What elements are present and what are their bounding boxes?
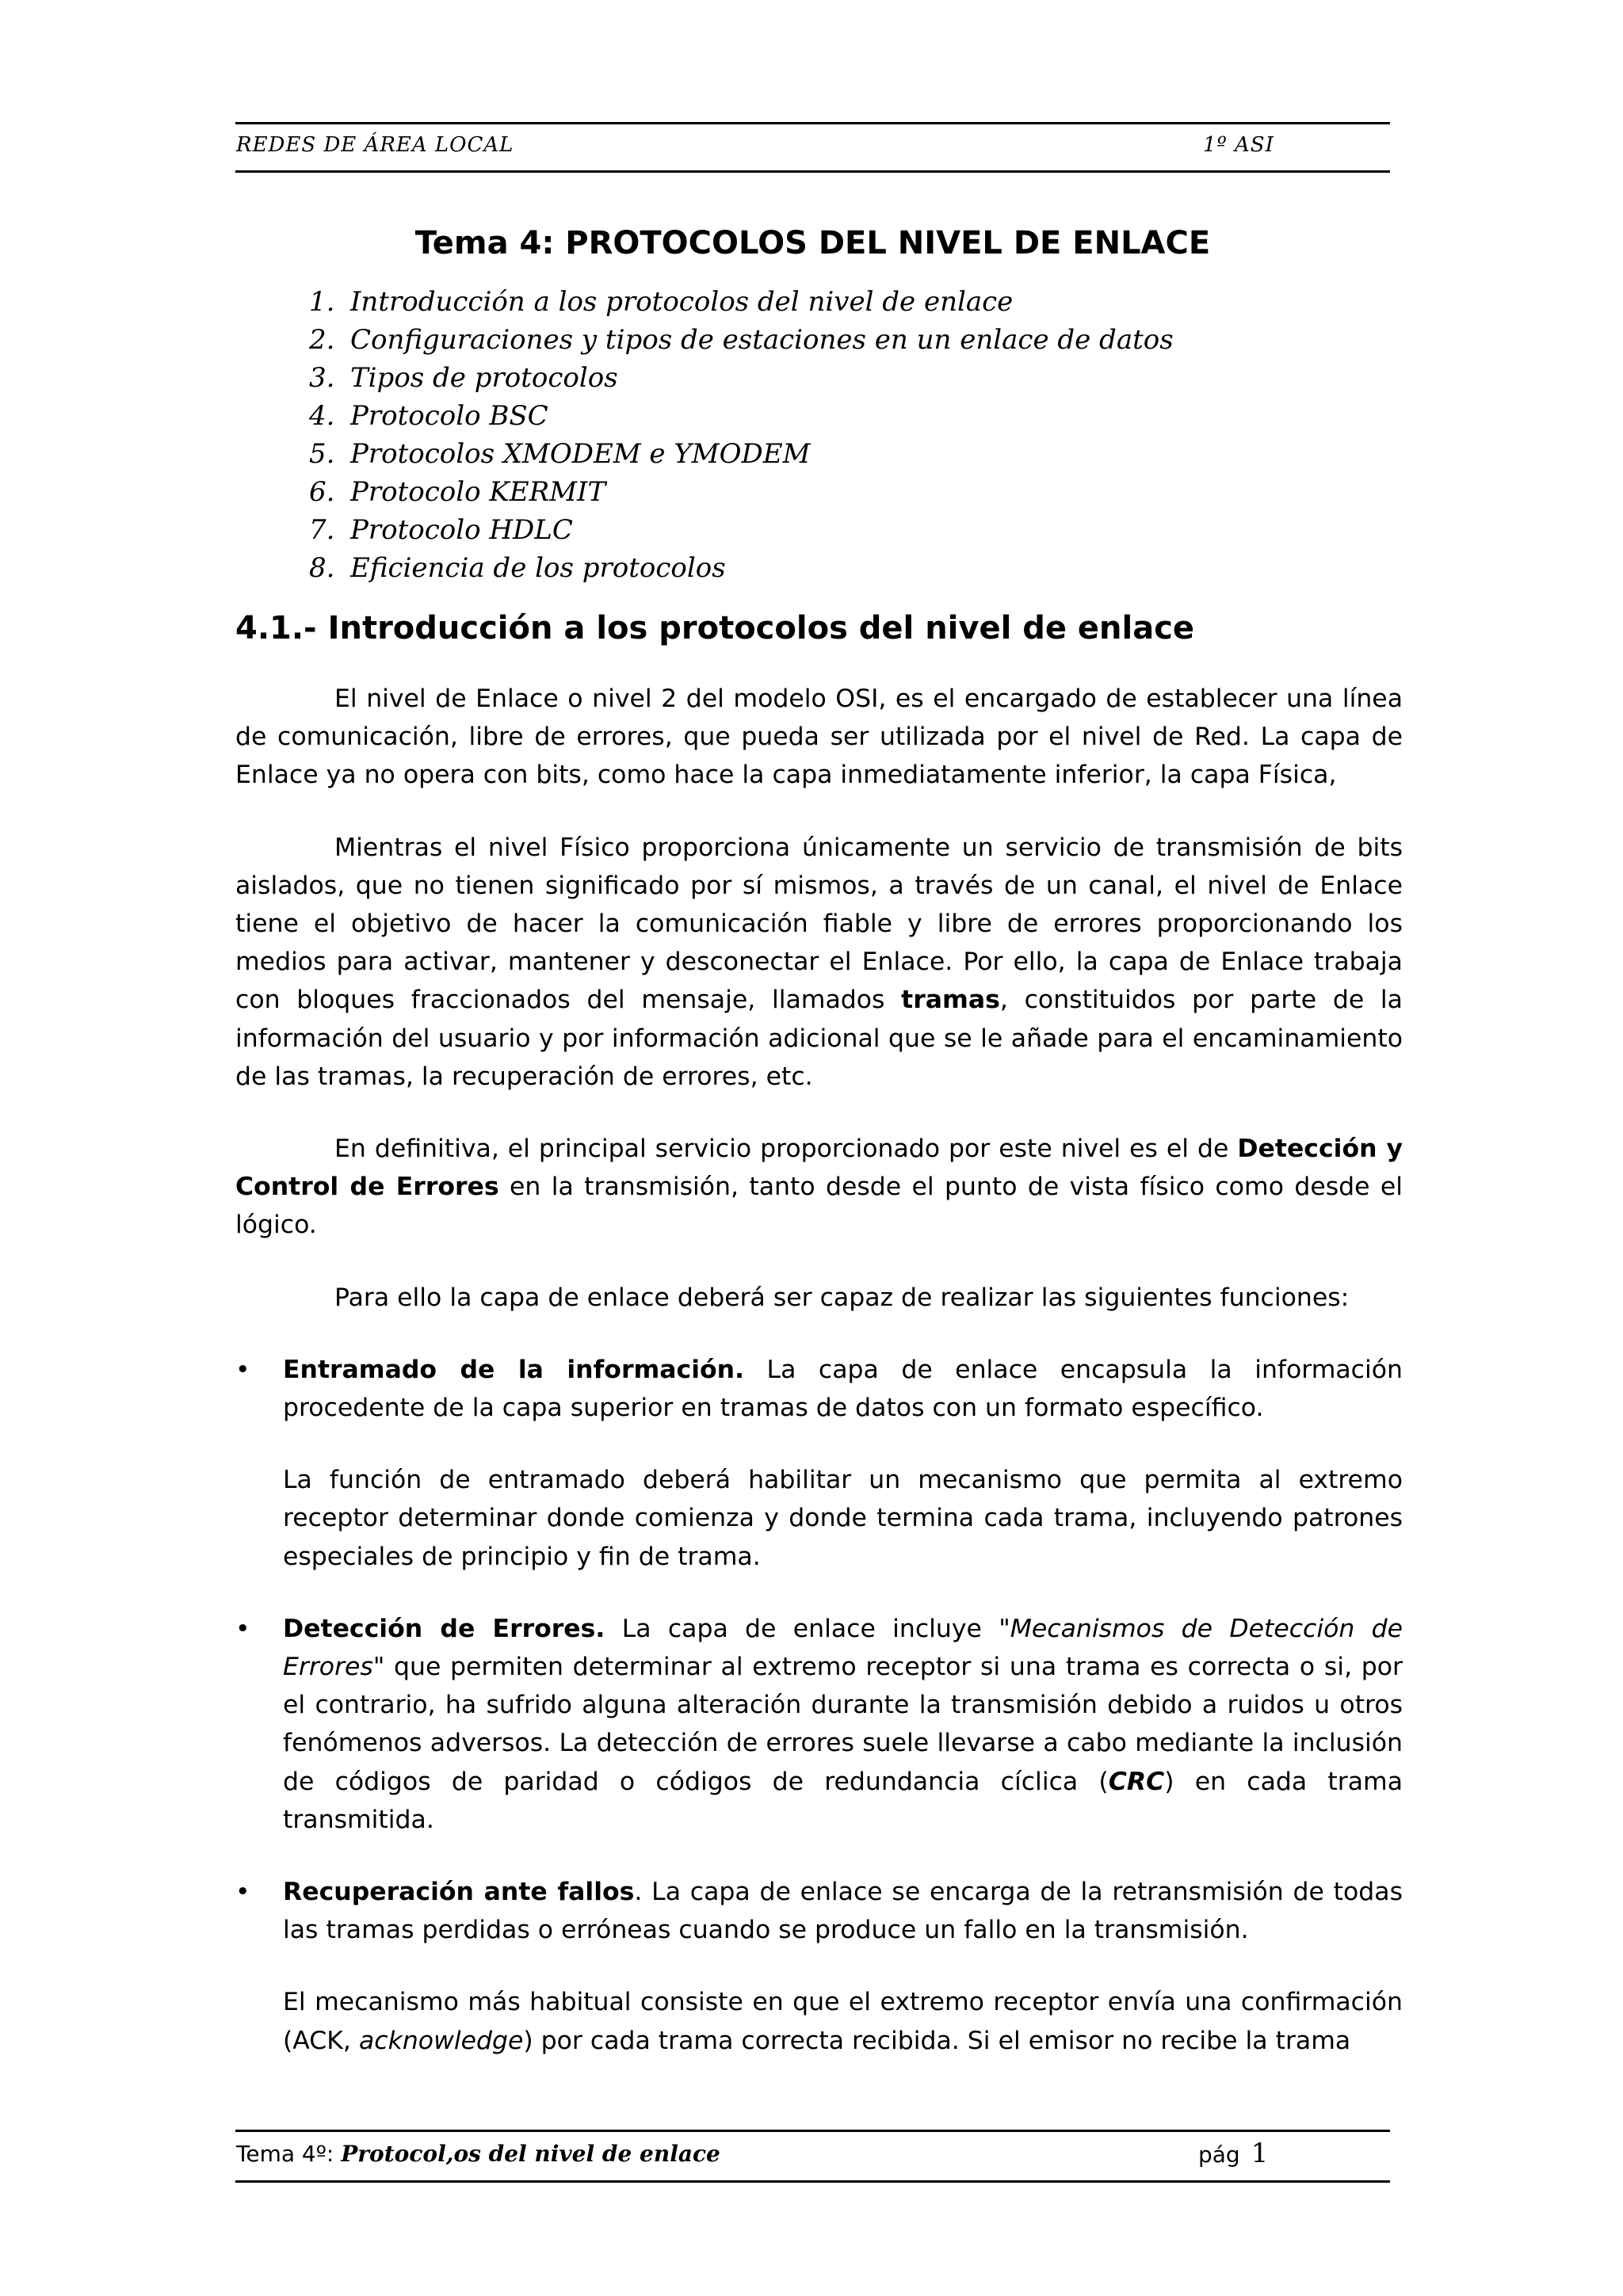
paragraph-main-service: En definitiva, el principal servicio proporcionado por este nivel es el de Detección y Control de Errores en la transmisión, tanto desde el punto de vista físico como desde el lógico. xyxy=(235,1135,1403,1240)
footer-top-rule xyxy=(235,2130,1390,2132)
bullet-icon: • xyxy=(235,1355,250,1384)
list-item-framing: • Entramado de la información. La capa de enlace encapsula la información procedente de la capa superior en tramas de datos con un formato específico. xyxy=(235,1351,1403,1427)
paragraph-ack-mechanism: El mecanismo más habitual consiste en que el extremo receptor envía una confirmación (ACK, acknowledge) por cada trama correcta recibida. Si el emisor no recibe la trama xyxy=(283,1988,1403,2055)
footer-chapter: Tema 4º: Protocol,os del nivel de enlace xyxy=(236,2141,720,2167)
bullet-icon: • xyxy=(235,1614,250,1643)
header-bottom-rule xyxy=(235,170,1390,173)
toc-item: 6. Protocolo KERMIT xyxy=(309,476,606,508)
toc-item: 7. Protocolo HDLC xyxy=(309,514,573,546)
toc-item: 4. Protocolo BSC xyxy=(309,400,548,432)
list-item-error-detection: • Detección de Errores. La capa de enlace incluye "Mecanismos de Detección de Errores" que permiten determinar al extremo receptor si una trama es correcta o si, por el contrario, ha sufrido alguna alteración durante la transmisión debido a ruidos u otros fenómenos adversos. La detección de errores suele llevarse a cabo mediante la inclusión de códigos de paridad o códigos de redundancia cíclica (CRC) en cada trama transmitida. xyxy=(235,1610,1403,1839)
toc-item: 5. Protocolos XMODEM e YMODEM xyxy=(309,438,811,470)
toc-item: 8. Eficiencia de los protocolos xyxy=(309,552,726,584)
toc-item: 3. Tipos de protocolos xyxy=(309,362,618,394)
section-heading: 4.1.- Introducción a los protocolos del nivel de enlace xyxy=(235,610,1195,646)
page-title: Tema 4: PROTOCOLOS DEL NIVEL DE ENLACE xyxy=(414,225,1211,261)
footer-bottom-rule xyxy=(235,2180,1390,2183)
paragraph-physical-vs-link: Mientras el nivel Físico proporciona únicamente un servicio de transmisión de bits aislados, que no tienen significado por sí mismos, a través de un canal, el nivel de Enlace tiene el objetivo de hacer la comunicación fiable y libre de errores proporcionando los medios para activar, mantener y desconectar el Enlace. Por ello, la capa de Enlace trabaja con bloques fraccionados del mensaje, llamados tramas, constituidos por parte de la información del usuario y por información adicional que se le añade para el encaminamiento de las tramas, la recuperación de errores, etc. xyxy=(235,833,1403,1091)
body-text xyxy=(235,680,1403,2094)
paragraph-framing-detail: La función de entramado deberá habilitar un mecanismo que permita al extremo receptor determinar donde comienza y donde termina cada trama, incluyendo patrones especiales de principio y fin de trama. xyxy=(283,1466,1403,1571)
paragraph-functions-intro: Para ello la capa de enlace deberá ser capaz de realizar las siguientes funciones: xyxy=(334,1283,1350,1312)
list-item-failure-recovery: • Recuperación ante fallos. La capa de enlace se encarga de la retransmisión de todas las tramas perdidas o erróneas cuando se produce un fallo en la transmisión. xyxy=(235,1873,1403,1949)
toc-item: 2. Configuraciones y tipos de estaciones en un enlace de datos xyxy=(309,324,1174,356)
bullet-icon: • xyxy=(235,1878,250,1907)
header-top-rule xyxy=(235,122,1390,124)
paragraph-intro: El nivel de Enlace o nivel 2 del modelo OSI, es el encargado de establecer una línea de comunicación, libre de errores, que pueda ser utilizada por el nivel de Red. La capa de Enlace ya no opera con bits, como hace la capa inmediatamente inferior, la capa Física, xyxy=(235,685,1403,790)
footer-page-number: pág 1 xyxy=(1198,2138,1269,2169)
header-course-title: REDES DE ÁREA LOCAL xyxy=(236,133,514,157)
header-course-level: 1º ASI xyxy=(1203,133,1274,157)
table-of-contents xyxy=(309,283,1174,587)
toc-item: 1. Introducción a los protocolos del nivel de enlace xyxy=(309,286,1014,318)
